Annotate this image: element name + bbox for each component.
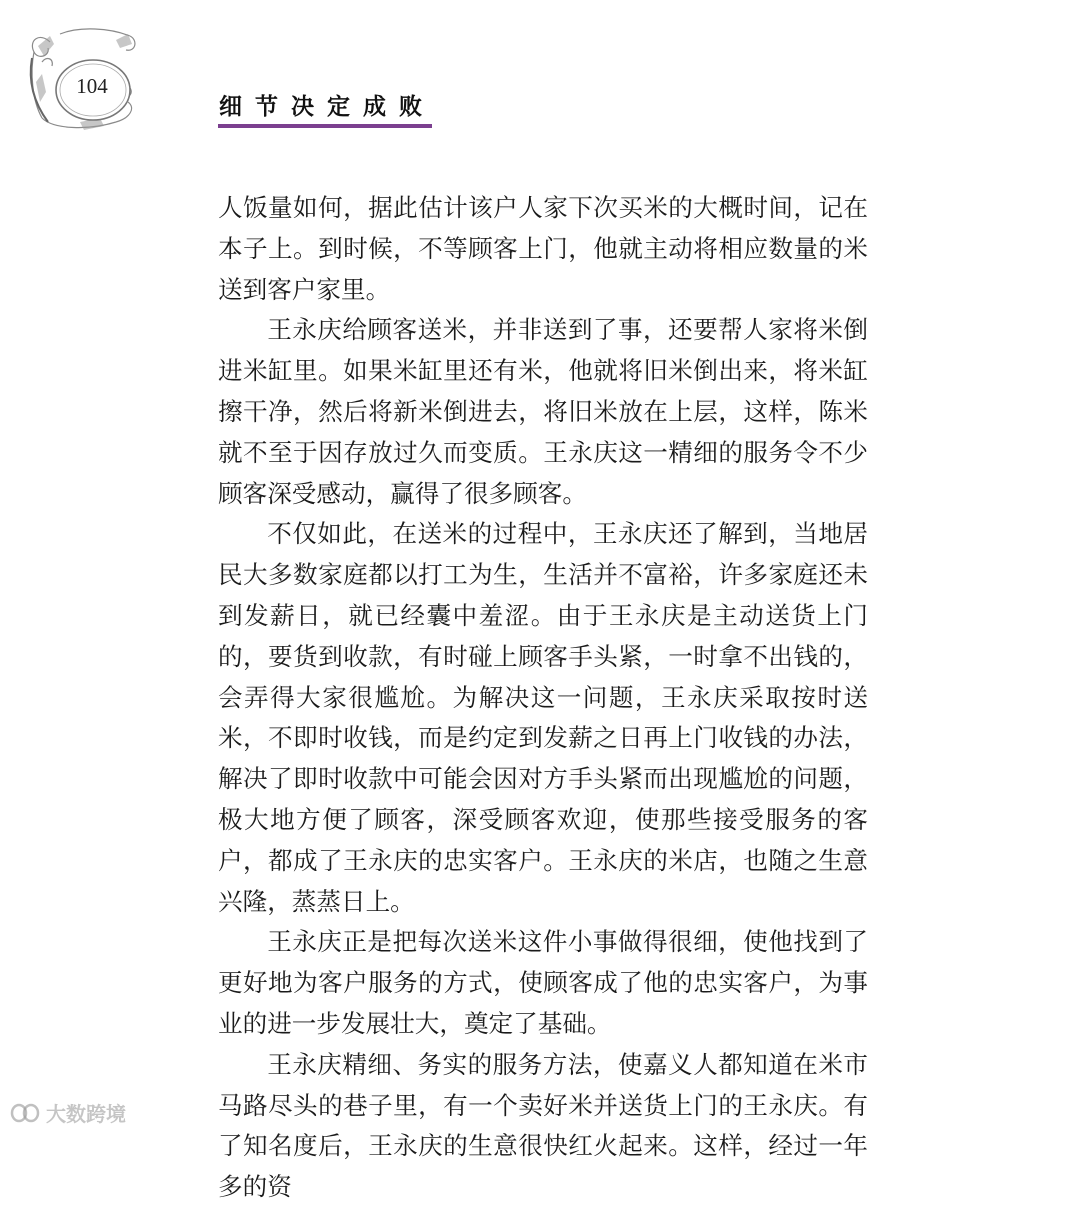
paragraph: 不仅如此，在送米的过程中，王永庆还了解到，当地居民大多数家庭都以打工为生，生活并不富裕，许多家庭还未到发薪日，就已经囊中羞涩。由于王永庆是主动送货上门的，要货到收款，有时碰上顾客手头紧，一时拿不出钱的，会弄得大家很尴尬。为解决这一问题，王永庆采取按时送米，不即时收钱，而是约定到发薪之日再上门收钱的办法，解决了即时收款中可能会因对方手头紧而出现尴尬的问题，极大地方便了顾客，深受顾客欢迎，使那些接受服务的客户，都成了王永庆的忠实客户。王永庆的米店，也随之生意兴隆，蒸蒸日上。	[218, 519, 868, 916]
watermark-text: 大数跨境	[46, 1102, 126, 1126]
paragraph: 人饭量如何，据此估计该户人家下次买米的大概时间，记在本子上。到时候，不等顾客上门，他就主动将相应数量的米送到客户家里。	[218, 193, 868, 304]
paragraph: 王永庆给顾客送米，并非送到了事，还要帮人家将米倒进米缸里。如果米缸里还有米，他就将旧米倒出来，将米缸擦干净，然后将新米倒进去，将旧米放在上层，这样，陈米就不至于因存放过久而变质。王永庆这一精细的服务令不少顾客深受感动，赢得了很多顾客。	[218, 315, 868, 508]
header-underline	[218, 124, 432, 128]
watermark-logo-icon	[10, 1102, 40, 1124]
page-number: 104	[76, 74, 108, 98]
body-text	[218, 188, 868, 1208]
watermark	[10, 1098, 126, 1127]
paragraph: 王永庆精细、务实的服务方法，使嘉义人都知道在米市马路尽头的巷子里，有一个卖好米并送货上门的王永庆。有了知名度后，王永庆的生意很快红火起来。这样，经过一年多的资	[218, 1049, 868, 1202]
running-header-title: 细节决定成败	[219, 94, 435, 120]
paragraph: 王永庆正是把每次送米这件小事做得很细，使他找到了更好地为客户服务的方式，使顾客成了他的忠实客户，为事业的进一步发展壮大，奠定了基础。	[218, 927, 868, 1038]
